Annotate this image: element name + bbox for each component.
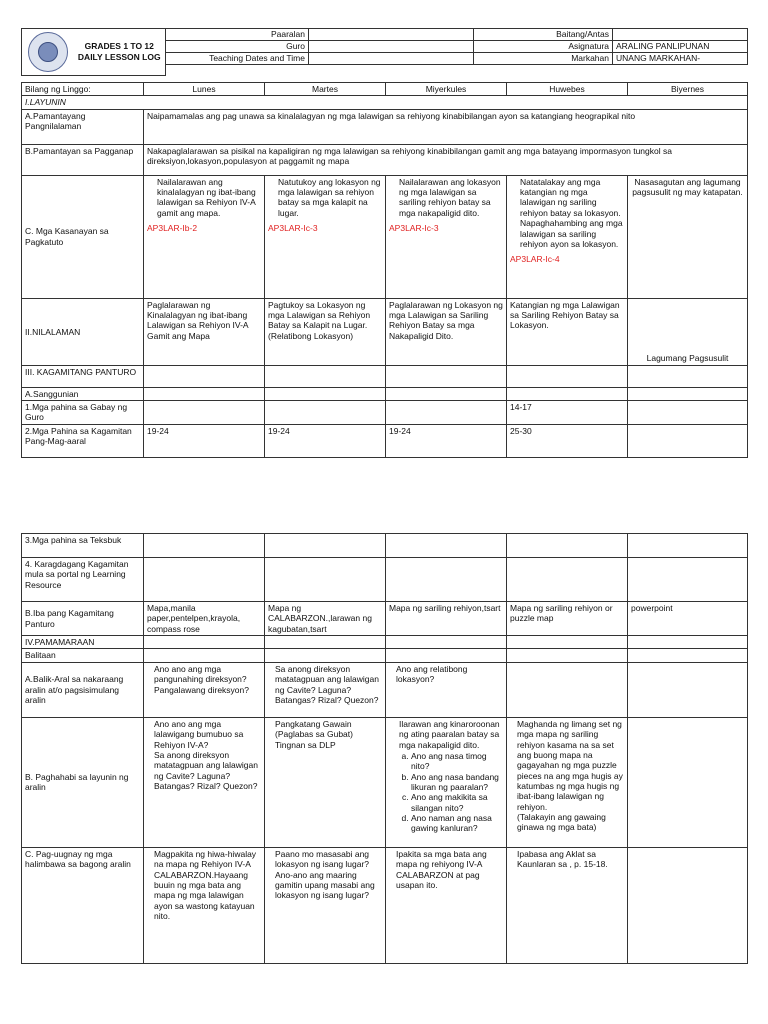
- empty-cell: [265, 649, 386, 662]
- empty-cell: [628, 662, 748, 717]
- layunin-row: [22, 96, 748, 109]
- header-spacer: [474, 65, 613, 76]
- kasanayan-huwebes: [507, 175, 628, 298]
- pamantayang-label: A.Pamantayang Pangnilalaman: [22, 109, 144, 144]
- logo-cell: [22, 29, 74, 76]
- ph-lunes: Ano ano ang mga lalawigang bumubuo sa Rehiyon IV-A? Sa anong direksyon matatagpuan ang lalawigan ng Cavite? Laguna? Batangas? Rizal? Quezon?: [144, 717, 265, 847]
- ph-martes: Pangkatang Gawain (Paglabas sa Gubat) Tingnan sa DLP: [265, 717, 386, 847]
- balitaan-label: Balitaan: [22, 649, 144, 662]
- day-lunes: Lunes: [144, 83, 265, 96]
- karagdagang-row: [22, 558, 748, 602]
- lesson-log-table-page2: [21, 533, 748, 964]
- nilalaman-row: [22, 298, 748, 365]
- list-item: c. Ano ang makikita sa silangan nito?: [411, 792, 503, 813]
- teksbuk-label: 3.Mga pahina sa Teksbuk: [22, 534, 144, 558]
- days-row: [22, 83, 748, 96]
- paaralan-value[interactable]: [309, 29, 474, 41]
- lesson-log-table-page1: [21, 82, 748, 458]
- nilalaman-miyerkules: Paglalarawan ng Lokasyon ng mga Lalawigan sa Sariling Rehiyon Batay sa mga Nakapaligid Dito.: [386, 298, 507, 365]
- layunin-heading: I.LAYUNIN: [22, 96, 748, 109]
- list-item: b. Ano ang nasa bandang likuran ng paaralan?: [411, 772, 503, 793]
- pamamaraan-row: [22, 636, 748, 649]
- empty-cell: [507, 365, 628, 387]
- ib-biyernes: powerpoint: [628, 602, 748, 636]
- deped-seal-icon: [28, 32, 68, 72]
- ib-miyerkules: Mapa ng sariling rehiyon,tsart: [386, 602, 507, 636]
- ph-miyerkules-intro: Ilarawan ang kinaroroonan ng ating paaralan batay sa mga nakapaligid dito.: [399, 718, 500, 750]
- empty-cell: [628, 387, 748, 400]
- empty-cell: [507, 649, 628, 662]
- dll-title: [74, 29, 166, 76]
- ba-martes: Sa anong direksyon matatagpuan ang lalawigan ng Cavite? Laguna? Batangas? Rizal? Quezon?: [265, 662, 386, 717]
- baitang-label: Baitang/Antas: [474, 29, 613, 41]
- kasanayan-miyerkules-text: Nailalarawan ang lokasyon ng mga lalawigan sa sariling rehiyon batay sa mga nakapaligid dito.: [399, 176, 501, 218]
- empty-cell: [265, 636, 386, 649]
- paghahabi-row: [22, 717, 748, 847]
- pagganap-text: Nakapaglalarawan sa pisikal na kapaligiran ng mga lalawigan sa rehiyong kinabibilangan gamit ang mga batayang impormasyon tungkol sa direksiyon,lokasyon,populasyon at paggamit ng mapa: [144, 144, 748, 175]
- iba-pang-row: [22, 602, 748, 636]
- empty-cell: [265, 387, 386, 400]
- header-spacer: [613, 65, 748, 76]
- kasanayan-lunes: [144, 175, 265, 298]
- pagganap-label: B.Pamantayan sa Pagganap: [22, 144, 144, 175]
- empty-cell: [628, 649, 748, 662]
- day-martes: Martes: [265, 83, 386, 96]
- kasanayan-miyerkules: [386, 175, 507, 298]
- header-spacer: [309, 65, 474, 76]
- gabay-huwebes: 14-17: [507, 401, 628, 425]
- empty-cell: [144, 387, 265, 400]
- empty-cell: [144, 636, 265, 649]
- list-item: a. Ano ang nasa timog nito?: [411, 751, 503, 772]
- pamantayang-row: [22, 109, 748, 144]
- header-table: [21, 28, 748, 76]
- kasanayan-martes: [265, 175, 386, 298]
- guro-value[interactable]: [309, 41, 474, 53]
- balik-aral-label: A.Balik-Aral sa nakaraang aralin at/o pagsisimulang aralin: [22, 662, 144, 717]
- day-biyernes: Biyernes: [628, 83, 748, 96]
- gabay-row: [22, 401, 748, 425]
- paghahabi-label: B. Paghahabi sa layunin ng aralin: [22, 717, 144, 847]
- sanggunian-label: A.Sanggunian: [22, 387, 144, 400]
- pm-miyerkules: 19-24: [386, 424, 507, 457]
- empty-cell: [144, 401, 265, 425]
- pu-miyerkules: Ipakita sa mga bata ang mapa ng rehiyong IV-A CALABARZON at pag usapan ito.: [386, 847, 507, 963]
- ph-miyerkules-list: [389, 751, 503, 834]
- empty-cell: [386, 387, 507, 400]
- ib-huwebes: Mapa ng sariling rehiyon or puzzle map: [507, 602, 628, 636]
- pm-lunes: 19-24: [144, 424, 265, 457]
- empty-cell: [144, 365, 265, 387]
- list-item: d. Ano naman ang nasa gawing kanluran?: [411, 813, 503, 834]
- title-line2: DAILY LESSON LOG: [77, 51, 161, 62]
- pagganap-row: [22, 144, 748, 175]
- kagamitan-label: III. KAGAMITANG PANTURO: [22, 365, 144, 387]
- empty-cell: [144, 649, 265, 662]
- nilalaman-biyernes: Lagumang Pagsusulit: [628, 298, 748, 365]
- markahan-value[interactable]: UNANG MARKAHAN-: [613, 53, 748, 65]
- kasanayan-martes-code: AP3LAR-Ic-3: [268, 223, 318, 234]
- pu-huwebes: Ipabasa ang Aklat sa Kaunlaran sa , p. 15-18.: [507, 847, 628, 963]
- ph-miyerkules: [386, 717, 507, 847]
- nilalaman-lunes: Paglalarawan ng Kinalalagyan ng ibat-ibang Lalawigan sa Rehiyon IV-A Gamit ang Mapa: [144, 298, 265, 365]
- kasanayan-lunes-code: AP3LAR-Ib-2: [147, 223, 198, 234]
- pang-mag-aaral-label: 2.Mga Pahina sa Kagamitan Pang-Mag-aaral: [22, 424, 144, 457]
- markahan-label: Markahan: [474, 53, 613, 65]
- empty-cell: [144, 558, 265, 602]
- empty-cell: [628, 401, 748, 425]
- empty-cell: [628, 636, 748, 649]
- baitang-value[interactable]: [613, 29, 748, 41]
- ba-lunes: Ano ano ang mga pangunahing direksyon? Pangalawang direksyon?: [144, 662, 265, 717]
- kasanayan-lunes-text: Nailalarawan ang kinalalagyan ng ibat-ibang lalawigan sa Rehiyon IV-A gamit ang mapa.: [157, 176, 256, 218]
- empty-cell: [265, 558, 386, 602]
- guro-label: Guro: [166, 41, 309, 53]
- teksbuk-row: [22, 534, 748, 558]
- pu-martes: Paano mo masasabi ang lokasyon ng isang lugar? Ano-ano ang maaring gamitin upang masabi ang lokasyon ng isang lugar?: [265, 847, 386, 963]
- pm-huwebes: 25-30: [507, 424, 628, 457]
- empty-cell: [386, 558, 507, 602]
- kasanayan-martes-text: Natutukoy ang lokasyon ng mga lalawigan sa rehiyon batay sa mga kalapit na lugar.: [278, 176, 381, 218]
- balik-aral-row: [22, 662, 748, 717]
- empty-cell: [265, 365, 386, 387]
- pamantayang-text: Naipamamalas ang pag unawa sa kinalalagyan ng mga lalawigan sa rehiyong kinabibilangan ayon sa katangiang heograpikal nito: [144, 109, 748, 144]
- pamamaraan-label: IV.PAMAMARAAN: [22, 636, 144, 649]
- empty-cell: [144, 534, 265, 558]
- kasanayan-label: C. Mga Kasanayan sa Pagkatuto: [22, 175, 144, 298]
- empty-cell: [386, 365, 507, 387]
- empty-cell: [507, 662, 628, 717]
- empty-cell: [628, 534, 748, 558]
- pm-martes: 19-24: [265, 424, 386, 457]
- iba-pang-label: B.Iba pang Kagamitang Panturo: [22, 602, 144, 636]
- empty-cell: [265, 534, 386, 558]
- kasanayan-biyernes: Nasasagutan ang lagumang pagsusulit ng may katapatan.: [628, 175, 748, 298]
- ph-huwebes: Maghanda ng limang set ng mga mapa ng sariling rehiyon kasama na sa set ang buong mapa na gagayahan ng mga puzzle pieces na ang mga hugis ay katumbas ng mga hugis ng ibat-ibang lalawigan ng rehiyon. (Talakayin ang gawaing ginawa ng mga bata): [507, 717, 628, 847]
- empty-cell: [628, 424, 748, 457]
- ib-lunes: Mapa,manila paper,pentelpen,krayola, compass rose: [144, 602, 265, 636]
- kasanayan-miyerkules-code: AP3LAR-Ic-3: [389, 223, 439, 234]
- teaching-dates-value[interactable]: [309, 53, 474, 65]
- empty-cell: [507, 534, 628, 558]
- karagdagang-label: 4. Karagdagang Kagamitan mula sa portal ng Learning Resource: [22, 558, 144, 602]
- empty-cell: [628, 365, 748, 387]
- header-spacer: [166, 65, 309, 76]
- ba-miyerkules: Ano ang relatibong lokasyon?: [386, 662, 507, 717]
- asignatura-value[interactable]: ARALING PANLIPUNAN: [613, 41, 748, 53]
- nilalaman-huwebes: Katangian ng mga Lalawigan sa Sariling Rehiyon Batay sa Lokasyon.: [507, 298, 628, 365]
- ib-martes: Mapa ng CALABARZON.,larawan ng kagubatan,tsart: [265, 602, 386, 636]
- nilalaman-label: II.NILALAMAN: [22, 298, 144, 365]
- empty-cell: [386, 534, 507, 558]
- teaching-dates-label: Teaching Dates and Time: [166, 53, 309, 65]
- empty-cell: [628, 847, 748, 963]
- balitaan-row: [22, 649, 748, 662]
- sanggunian-row: [22, 387, 748, 400]
- empty-cell: [507, 387, 628, 400]
- empty-cell: [628, 558, 748, 602]
- empty-cell: [265, 401, 386, 425]
- kasanayan-huwebes-code: AP3LAR-Ic-4: [510, 254, 560, 265]
- empty-cell: [386, 649, 507, 662]
- empty-cell: [386, 401, 507, 425]
- title-line1: GRADES 1 TO 12: [84, 40, 154, 51]
- kasanayan-row: [22, 175, 748, 298]
- pu-lunes: Magpakita ng hiwa-hiwalay na mapa ng Rehiyon IV-A CALABARZON.Hayaang buuin ng mga bata ang mapa ng mga lalawigan ayon sa wastong katayuan nito.: [144, 847, 265, 963]
- week-label: Bilang ng Linggo:: [22, 83, 144, 96]
- pang-mag-aaral-row: [22, 424, 748, 457]
- empty-cell: [628, 717, 748, 847]
- gabay-label: 1.Mga pahina sa Gabay ng Guro: [22, 401, 144, 425]
- kasanayan-huwebes-text: Natatalakay ang mga katangian ng mga lalawigan ng sariling rehiyon batay sa lokasyon. Napaghahambing ang mga lalawigan sa sariling rehiyon ayon sa lokasyon.: [520, 176, 623, 249]
- empty-cell: [507, 636, 628, 649]
- kagamitan-row: [22, 365, 748, 387]
- empty-cell: [507, 558, 628, 602]
- nilalaman-martes: Pagtukoy sa Lokasyon ng mga Lalawigan sa Rehiyon Batay sa Kalapit na Lugar. (Relatibong Lokasyon): [265, 298, 386, 365]
- paaralan-label: Paaralan: [166, 29, 309, 41]
- day-miyerkules: Miyerkules: [386, 83, 507, 96]
- empty-cell: [386, 636, 507, 649]
- asignatura-label: Asignatura: [474, 41, 613, 53]
- pag-uugnay-row: [22, 847, 748, 963]
- day-huwebes: Huwebes: [507, 83, 628, 96]
- pag-uugnay-label: C. Pag-uugnay ng mga halimbawa sa bagong aralin: [22, 847, 144, 963]
